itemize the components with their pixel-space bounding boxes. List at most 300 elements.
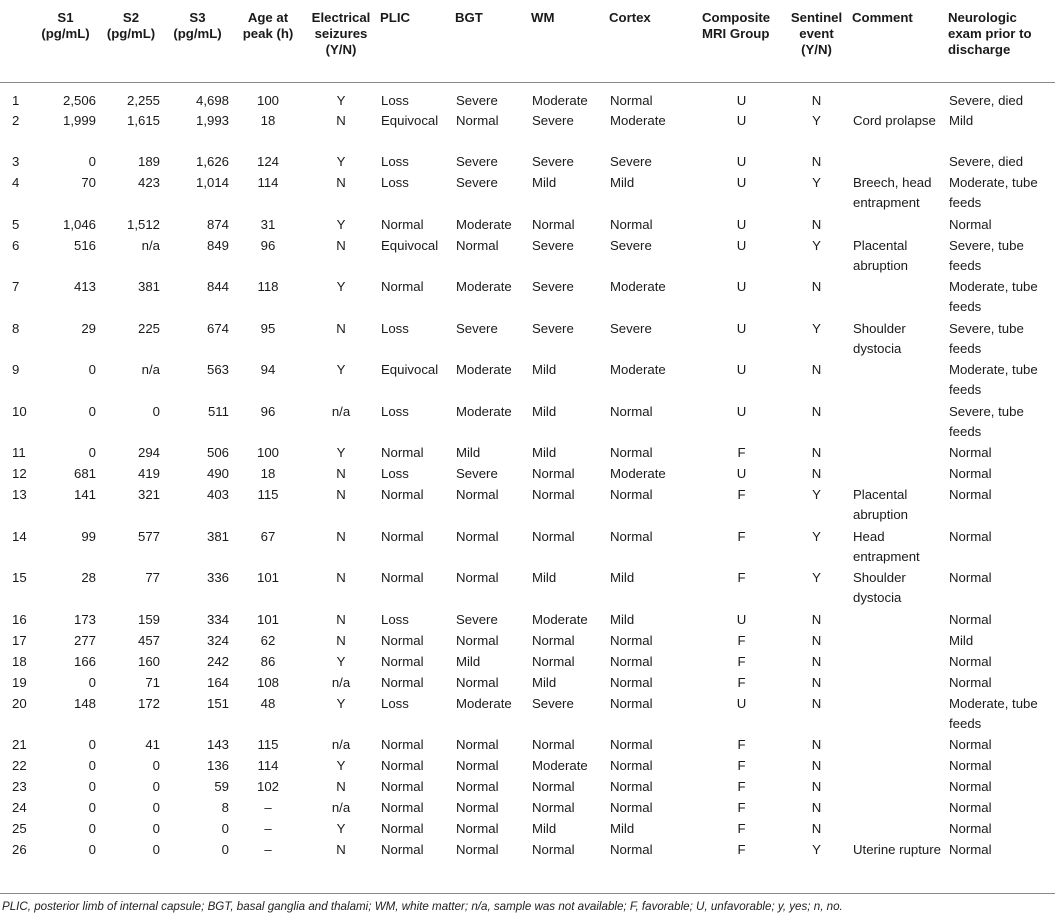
- cell-sent: N: [811, 779, 822, 794]
- cell-comment: Placental abruption: [853, 237, 908, 273]
- cell-mri: F: [737, 758, 746, 773]
- cell-cortex: Severe: [610, 320, 652, 336]
- cell-plic: Normal: [381, 445, 424, 460]
- cell-neuro: Severe, tube feeds: [949, 320, 1024, 356]
- cell-s1: 516: [73, 237, 96, 253]
- cell-plic: Loss: [381, 403, 409, 419]
- cell-bgt: Mild: [456, 445, 481, 460]
- cell-mri: U: [736, 92, 747, 108]
- cell-age: 48: [260, 695, 276, 711]
- cell-seiz: Y: [336, 653, 346, 669]
- cell-neuro: Mild: [949, 632, 974, 648]
- cell-age: 108: [256, 674, 279, 690]
- table-row: [0, 152, 1055, 173]
- cell-age: 96: [260, 403, 276, 419]
- cell-s3: 563: [206, 362, 229, 377]
- cell-wm: Moderate: [532, 92, 588, 108]
- cell-seiz: Y: [336, 154, 346, 169]
- cell-sent: N: [811, 279, 822, 294]
- cell-n: 14: [12, 528, 27, 544]
- cell-wm: Normal: [532, 216, 575, 232]
- cell-wm: Normal: [532, 528, 575, 544]
- cell-mri: U: [736, 279, 747, 294]
- cell-sent: Y: [812, 487, 821, 502]
- cell-cortex: Normal: [610, 800, 653, 815]
- table-row: [0, 756, 1055, 777]
- cell-s1: 277: [73, 632, 96, 648]
- cell-sent: Y: [812, 528, 821, 544]
- cell-sent: N: [811, 216, 822, 232]
- cell-n: 7: [12, 279, 20, 294]
- cell-plic: Normal: [381, 570, 424, 585]
- cell-n: 17: [12, 632, 27, 648]
- cell-wm: Severe: [532, 279, 574, 294]
- cell-s3: 506: [206, 445, 229, 460]
- cell-neuro: Mild: [949, 112, 974, 128]
- cell-s3: 336: [206, 570, 229, 585]
- cell-s2: 381: [137, 279, 160, 294]
- cell-s2: 419: [137, 466, 160, 481]
- cell-comment: [850, 464, 946, 485]
- cell-mri: F: [737, 632, 746, 648]
- cell-plic: Equivocal: [381, 112, 439, 128]
- cell-comment: Shoulder dystocia: [853, 320, 906, 356]
- cell-cortex: Normal: [610, 737, 653, 752]
- table-row: [0, 840, 1055, 882]
- column-header-plic: PLIC: [378, 6, 453, 82]
- cell-age: 102: [256, 779, 279, 794]
- cell-mri: U: [736, 175, 747, 190]
- cell-plic: Normal: [381, 779, 424, 794]
- cell-s3: 151: [206, 695, 229, 711]
- cell-wm: Mild: [532, 570, 557, 585]
- cell-s1: 166: [73, 653, 96, 669]
- cell-mri: U: [736, 112, 747, 128]
- cell-s1: 148: [73, 695, 96, 711]
- cell-cortex: Normal: [610, 632, 653, 648]
- cell-cortex: Normal: [610, 403, 653, 419]
- cell-s1: 0: [88, 445, 96, 460]
- cell-s1: 0: [88, 737, 96, 752]
- cell-age: 94: [260, 362, 276, 377]
- cell-seiz: N: [336, 632, 346, 648]
- table-bottom-rule: [0, 893, 1055, 894]
- cell-cortex: Moderate: [610, 279, 666, 294]
- cell-sent: N: [811, 403, 822, 419]
- cell-neuro: Normal: [949, 653, 992, 669]
- cell-sent: N: [811, 362, 822, 377]
- cell-n: 9: [12, 362, 20, 377]
- cell-neuro: Moderate, tube feeds: [949, 279, 1038, 314]
- cell-mri: F: [737, 445, 746, 460]
- cell-n: 20: [12, 695, 27, 711]
- cell-wm: Severe: [532, 320, 574, 336]
- cell-s1: 70: [81, 175, 96, 190]
- cell-neuro: Normal: [949, 800, 992, 815]
- table-row: [0, 111, 1055, 153]
- cell-age: –: [264, 842, 272, 857]
- cell-s3: 849: [206, 237, 229, 253]
- cell-comment: [850, 152, 946, 173]
- cell-s2: 0: [152, 842, 160, 857]
- cell-age: 31: [260, 216, 276, 232]
- cell-seiz: Y: [336, 758, 346, 773]
- cell-age: 86: [260, 653, 276, 669]
- cell-bgt: Normal: [456, 112, 499, 128]
- cell-sent: N: [811, 695, 822, 711]
- cell-comment: [850, 443, 946, 464]
- column-header-s1: S1 (pg/mL): [32, 6, 99, 82]
- cell-neuro: Normal: [949, 528, 992, 544]
- cell-plic: Normal: [381, 632, 424, 648]
- cell-cortex: Normal: [610, 842, 653, 857]
- cell-mri: U: [736, 466, 747, 481]
- cell-comment: [850, 215, 946, 236]
- cell-n: 23: [12, 779, 27, 794]
- cell-mri: F: [737, 653, 746, 669]
- cell-mri: U: [736, 237, 747, 253]
- cell-wm: Normal: [532, 737, 575, 752]
- cell-sent: Y: [812, 175, 821, 190]
- column-header-comment: Comment: [850, 6, 946, 82]
- cell-age: 100: [256, 445, 279, 460]
- cell-neuro: Moderate, tube feeds: [949, 362, 1038, 397]
- cell-n: 2: [12, 112, 20, 128]
- cell-s2: 0: [152, 800, 160, 815]
- cell-seiz: Y: [336, 216, 346, 232]
- cell-n: 13: [12, 487, 27, 502]
- cell-seiz: N: [336, 611, 346, 627]
- results-table: [0, 6, 1055, 882]
- cell-plic: Normal: [381, 279, 424, 294]
- cell-age: 96: [260, 237, 276, 253]
- header-row: [0, 6, 1055, 82]
- cell-seiz: n/a: [331, 674, 351, 690]
- cell-wm: Mild: [532, 821, 557, 836]
- cell-mri: F: [737, 528, 746, 544]
- cell-neuro: Severe, died: [949, 154, 1024, 169]
- cell-comment: [850, 402, 946, 444]
- cell-bgt: Moderate: [456, 403, 512, 419]
- cell-s3: 1,626: [195, 154, 229, 169]
- cell-comment: Cord prolapse: [853, 112, 936, 128]
- cell-cortex: Normal: [610, 779, 653, 794]
- cell-plic: Normal: [381, 737, 424, 752]
- cell-wm: Mild: [532, 403, 557, 419]
- cell-wm: Severe: [532, 154, 574, 169]
- table-row: [0, 402, 1055, 444]
- cell-n: 12: [12, 466, 27, 481]
- cell-comment: Head entrapment: [853, 528, 920, 564]
- cell-sent: Y: [812, 237, 821, 253]
- cell-neuro: Normal: [949, 674, 992, 690]
- cell-cortex: Normal: [610, 487, 653, 502]
- cell-plic: Loss: [381, 695, 409, 711]
- cell-wm: Severe: [532, 237, 574, 253]
- cell-neuro: Normal: [949, 570, 992, 585]
- cell-wm: Normal: [532, 487, 575, 502]
- cell-sent: N: [811, 632, 822, 648]
- cell-neuro: Normal: [949, 737, 992, 752]
- cell-neuro: Normal: [949, 466, 992, 481]
- cell-seiz: Y: [336, 92, 346, 108]
- column-header-seiz: Electrical seizures (Y/N): [304, 6, 378, 82]
- table-row: [0, 443, 1055, 464]
- cell-n: 6: [12, 237, 20, 253]
- cell-s3: 490: [206, 466, 229, 481]
- cell-n: 22: [12, 758, 27, 773]
- cell-s2: 423: [137, 175, 160, 190]
- cell-bgt: Normal: [456, 632, 499, 648]
- cell-s2: 2,255: [126, 92, 160, 108]
- cell-comment: [850, 82, 946, 111]
- cell-sent: Y: [812, 320, 821, 336]
- cell-seiz: Y: [336, 279, 346, 294]
- cell-sent: N: [811, 92, 822, 108]
- cell-sent: N: [811, 445, 822, 460]
- cell-age: 114: [257, 758, 279, 773]
- cell-s2: 71: [145, 674, 160, 690]
- cell-cortex: Mild: [610, 821, 635, 836]
- cell-seiz: N: [336, 112, 346, 128]
- cell-bgt: Normal: [456, 570, 499, 585]
- cell-plic: Normal: [381, 216, 424, 232]
- cell-comment: Uterine rupture: [853, 842, 941, 857]
- cell-bgt: Normal: [456, 528, 499, 544]
- cell-plic: Normal: [381, 528, 424, 544]
- cell-wm: Normal: [532, 779, 575, 794]
- cell-seiz: Y: [336, 695, 346, 711]
- cell-plic: Loss: [381, 611, 409, 627]
- table-row: [0, 777, 1055, 798]
- cell-plic: Normal: [381, 758, 424, 773]
- cell-plic: Normal: [381, 653, 424, 669]
- cell-neuro: Severe, died: [949, 92, 1024, 108]
- cell-bgt: Normal: [456, 758, 499, 773]
- cell-plic: Equivocal: [381, 362, 439, 377]
- cell-sent: N: [811, 154, 822, 169]
- cell-sent: Y: [812, 570, 821, 585]
- cell-n: 4: [12, 175, 20, 190]
- cell-s3: 136: [206, 758, 229, 773]
- cell-plic: Equivocal: [381, 237, 439, 253]
- cell-seiz: N: [336, 237, 346, 253]
- cell-s2: 0: [152, 758, 160, 773]
- cell-s3: 844: [206, 279, 229, 294]
- cell-wm: Normal: [532, 466, 575, 481]
- cell-neuro: Severe, tube feeds: [949, 403, 1024, 439]
- cell-n: 19: [12, 674, 27, 690]
- cell-wm: Mild: [532, 175, 557, 190]
- cell-comment: [850, 631, 946, 652]
- cell-cortex: Normal: [610, 695, 653, 711]
- table-row: [0, 798, 1055, 819]
- cell-age: 62: [260, 632, 276, 648]
- cell-s1: 0: [88, 758, 96, 773]
- cell-wm: Severe: [532, 112, 574, 128]
- table-row: [0, 610, 1055, 631]
- cell-sent: N: [811, 758, 822, 773]
- column-header-n: [0, 6, 32, 82]
- cell-sent: N: [811, 674, 822, 690]
- cell-s2: 0: [152, 779, 160, 794]
- column-header-s2: S2 (pg/mL): [99, 6, 163, 82]
- cell-s2: 159: [137, 611, 160, 627]
- cell-s2: 457: [137, 632, 160, 648]
- cell-neuro: Moderate, tube feeds: [949, 175, 1038, 210]
- cell-bgt: Severe: [456, 175, 498, 190]
- table-row: [0, 485, 1055, 527]
- column-header-neuro: Neurologic exam prior to discharge: [946, 6, 1055, 82]
- cell-n: 1: [12, 92, 20, 108]
- table-row: [0, 173, 1055, 215]
- cell-s1: 0: [88, 674, 96, 690]
- cell-neuro: Normal: [949, 758, 992, 773]
- cell-s3: 674: [206, 320, 229, 336]
- cell-bgt: Severe: [456, 320, 498, 336]
- cell-s3: 1,993: [195, 112, 229, 128]
- cell-age: 114: [257, 175, 279, 190]
- cell-cortex: Mild: [610, 611, 635, 627]
- table-row: [0, 277, 1055, 319]
- cell-neuro: Normal: [949, 611, 992, 627]
- cell-cortex: Severe: [610, 154, 652, 169]
- cell-comment: [850, 798, 946, 819]
- cell-sent: Y: [812, 842, 821, 857]
- column-header-sent: Sentinel event (Y/N): [783, 6, 850, 82]
- cell-comment: Placental abruption: [853, 487, 908, 522]
- cell-seiz: N: [336, 175, 346, 190]
- cell-s3: 59: [214, 779, 229, 794]
- table-row: [0, 215, 1055, 236]
- cell-sent: N: [811, 800, 822, 815]
- cell-s1: 2,506: [62, 92, 96, 108]
- cell-seiz: N: [336, 466, 346, 481]
- cell-sent: N: [811, 611, 822, 627]
- cell-sent: N: [811, 466, 822, 481]
- cell-s3: 381: [206, 528, 229, 544]
- cell-s2: 0: [152, 403, 160, 419]
- cell-bgt: Severe: [456, 466, 498, 481]
- cell-plic: Normal: [381, 800, 424, 815]
- cell-comment: [850, 610, 946, 631]
- cell-comment: [850, 735, 946, 756]
- cell-comment: [850, 277, 946, 319]
- cell-s3: 0: [221, 821, 229, 836]
- cell-age: 124: [256, 154, 279, 169]
- cell-bgt: Normal: [456, 779, 499, 794]
- cell-s2: 321: [137, 487, 160, 502]
- cell-s1: 0: [88, 403, 96, 419]
- cell-s2: 577: [137, 528, 160, 544]
- cell-age: –: [264, 821, 272, 836]
- cell-s1: 0: [88, 800, 96, 815]
- cell-age: 101: [256, 611, 279, 627]
- cell-seiz: Y: [336, 445, 346, 460]
- cell-age: 100: [256, 92, 279, 108]
- cell-n: 24: [12, 800, 27, 815]
- cell-bgt: Severe: [456, 92, 498, 108]
- cell-plic: Loss: [381, 175, 409, 190]
- table-row: [0, 527, 1055, 569]
- cell-bgt: Normal: [456, 674, 499, 690]
- cell-age: 18: [260, 112, 276, 128]
- cell-age: 115: [257, 737, 279, 752]
- cell-s1: 29: [81, 320, 96, 336]
- cell-s2: 172: [137, 695, 160, 711]
- cell-seiz: N: [336, 320, 346, 336]
- cell-cortex: Mild: [610, 175, 635, 190]
- cell-wm: Severe: [532, 695, 574, 711]
- cell-s3: 8: [221, 800, 229, 815]
- cell-n: 3: [12, 154, 20, 169]
- cell-s2: 1,512: [126, 216, 160, 232]
- cell-s1: 0: [88, 779, 96, 794]
- cell-mri: U: [736, 362, 747, 377]
- cell-s2: n/a: [141, 362, 160, 377]
- cell-cortex: Mild: [610, 570, 635, 585]
- cell-comment: [850, 673, 946, 694]
- cell-s2: 294: [137, 445, 160, 460]
- table-row: [0, 694, 1055, 736]
- cell-seiz: n/a: [331, 800, 351, 815]
- cell-s3: 0: [221, 842, 229, 857]
- cell-s2: n/a: [141, 237, 160, 253]
- cell-comment: Shoulder dystocia: [853, 570, 906, 605]
- cell-s1: 1,999: [62, 112, 96, 128]
- cell-wm: Normal: [532, 800, 575, 815]
- cell-sent: N: [811, 821, 822, 836]
- cell-s2: 77: [145, 570, 160, 585]
- cell-cortex: Normal: [610, 92, 653, 108]
- cell-neuro: Moderate, tube feeds: [949, 695, 1038, 731]
- cell-neuro: Normal: [949, 445, 992, 460]
- cell-wm: Mild: [532, 674, 557, 690]
- cell-s3: 143: [206, 737, 229, 752]
- cell-comment: [850, 819, 946, 840]
- cell-s1: 0: [88, 821, 96, 836]
- cell-n: 15: [12, 570, 27, 585]
- cell-s2: 225: [137, 320, 160, 336]
- cell-bgt: Moderate: [456, 279, 512, 294]
- cell-s2: 189: [137, 154, 160, 169]
- cell-bgt: Normal: [456, 487, 499, 502]
- cell-plic: Loss: [381, 320, 409, 336]
- cell-comment: [850, 360, 946, 402]
- cell-s3: 324: [206, 632, 229, 648]
- cell-neuro: Normal: [949, 216, 992, 232]
- cell-mri: F: [737, 737, 746, 752]
- column-header-cortex: Cortex: [607, 6, 700, 82]
- cell-neuro: Severe, tube feeds: [949, 237, 1024, 273]
- cell-mri: F: [737, 570, 746, 585]
- cell-s3: 242: [206, 653, 229, 669]
- cell-s1: 1,046: [62, 216, 96, 232]
- cell-seiz: N: [336, 487, 346, 502]
- cell-seiz: N: [336, 570, 346, 585]
- cell-cortex: Normal: [610, 653, 653, 669]
- cell-s1: 681: [73, 466, 96, 481]
- cell-mri: F: [737, 821, 746, 836]
- cell-n: 11: [12, 445, 26, 460]
- cell-bgt: Normal: [456, 800, 499, 815]
- cell-seiz: n/a: [331, 403, 351, 419]
- cell-age: –: [264, 800, 272, 815]
- cell-cortex: Normal: [610, 674, 653, 690]
- cell-age: 95: [260, 320, 276, 336]
- cell-s2: 160: [137, 653, 160, 669]
- cell-comment: [850, 756, 946, 777]
